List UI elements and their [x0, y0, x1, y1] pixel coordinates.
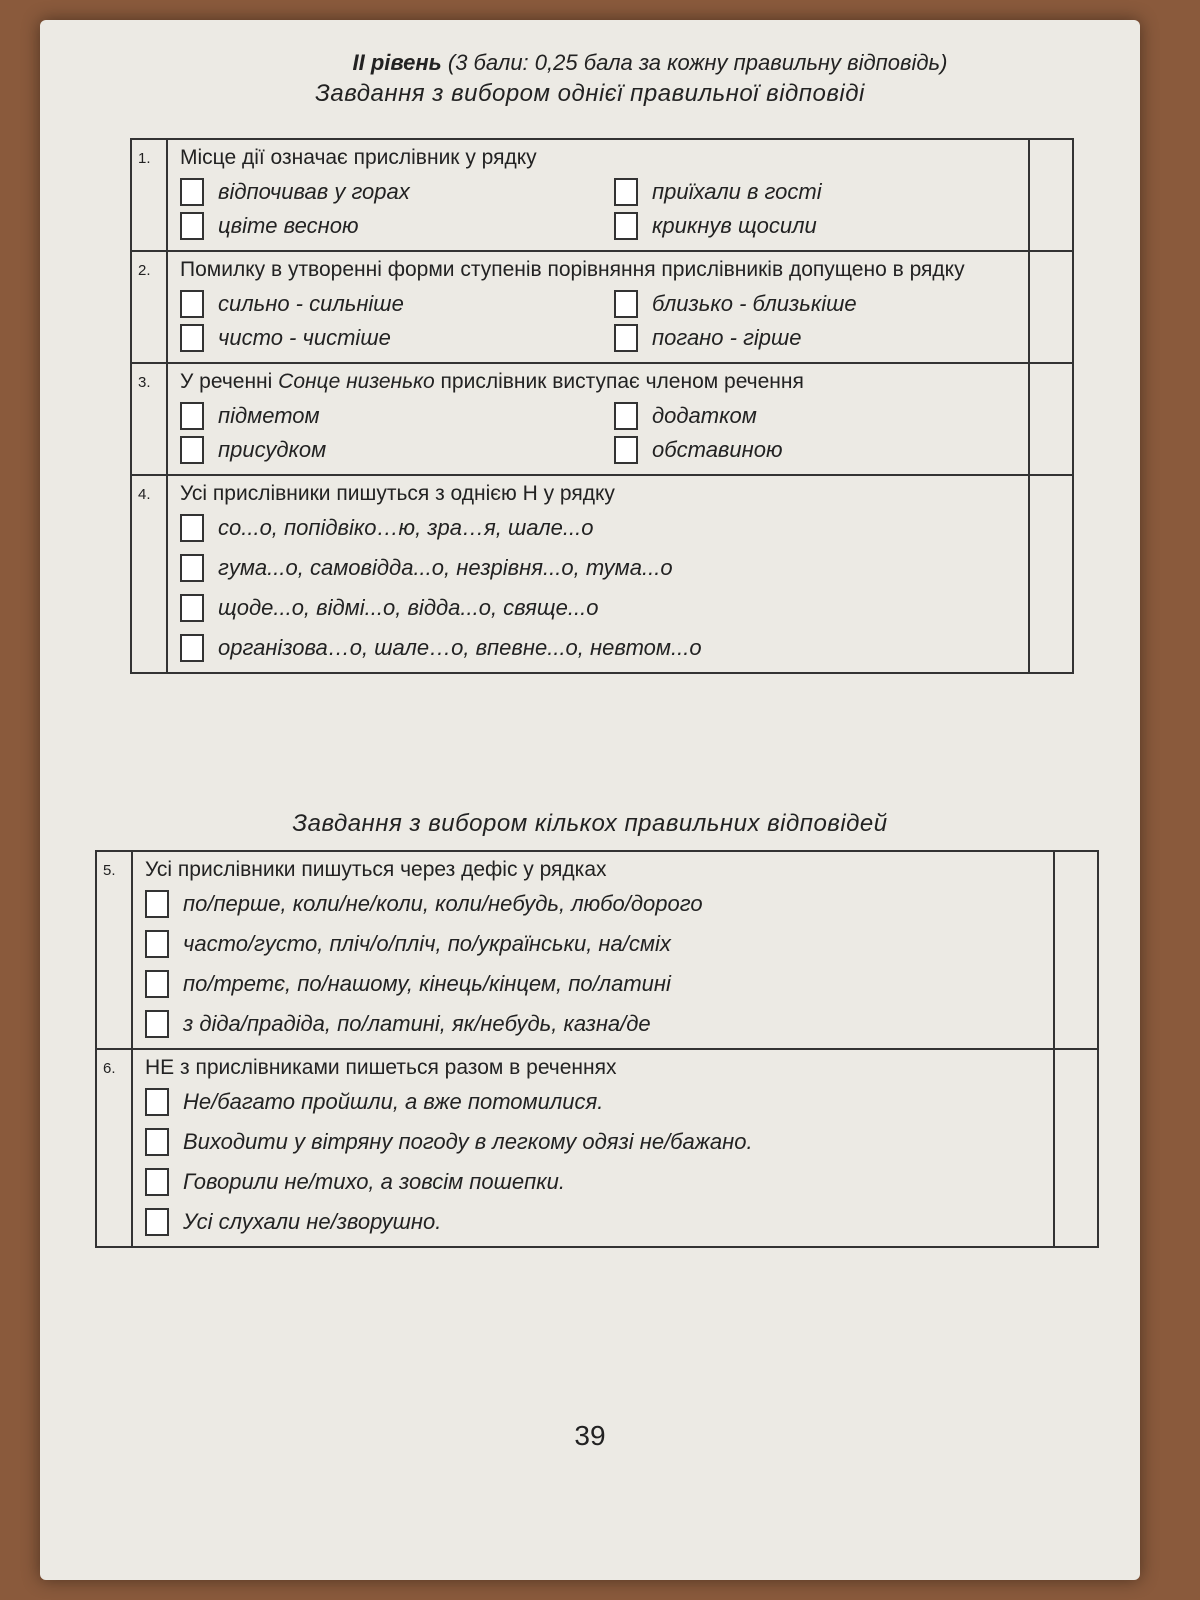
task-number: 3. — [132, 364, 168, 474]
checkbox[interactable] — [180, 594, 204, 622]
answer-option[interactable] — [180, 212, 584, 240]
option-text: по/перше, коли/не/коли, коли/небудь, любо/дорого — [183, 891, 703, 916]
answer-option[interactable] — [145, 890, 1043, 918]
prompt-example: Сонце низенько — [278, 370, 435, 393]
task-prompt: Місце дії означає прислівник у рядку — [180, 146, 537, 169]
checkbox[interactable] — [145, 1128, 169, 1156]
checkbox[interactable] — [145, 1088, 169, 1116]
option-text: присудком — [218, 437, 327, 462]
checkbox[interactable] — [614, 436, 638, 464]
task-number: 1. — [132, 140, 168, 250]
checkbox[interactable] — [145, 930, 169, 958]
option-text: приїхали в гості — [652, 179, 822, 204]
option-text: по/третє, по/нашому, кінець/кінцем, по/латині — [183, 971, 671, 996]
option-text: відпочивав у горах — [218, 179, 410, 204]
option-text: з діда/прадіда, по/латині, як/небудь, казна/де — [183, 1011, 651, 1036]
option-text: часто/густо, пліч/о/пліч, по/українськи, на/сміх — [183, 931, 671, 956]
answer-option[interactable] — [180, 554, 1018, 582]
checkbox[interactable] — [145, 1208, 169, 1236]
option-text: Усі слухали не/зворушно. — [183, 1209, 442, 1234]
task-number: 5. — [97, 852, 133, 1048]
answer-option[interactable] — [180, 436, 584, 464]
answer-option[interactable] — [145, 1168, 1043, 1196]
option-text: чисто - чистіше — [218, 325, 391, 350]
task-prompt: НЕ з прислівниками пишеться разом в реченнях — [145, 1056, 617, 1079]
section-title-multiple: Завдання з вибором кількох правильних відповідей — [292, 810, 888, 837]
answer-option[interactable] — [614, 402, 1018, 430]
prompt-part: У реченні — [180, 370, 279, 393]
answer-option[interactable] — [145, 1088, 1043, 1116]
answer-option[interactable] — [614, 290, 1018, 318]
option-text: со...о, попідвіко…ю, зра…я, шале...о — [218, 515, 594, 540]
task-number: 2. — [132, 252, 168, 362]
section-title-single: Завдання з вибором однієї правильної відповіді — [315, 80, 865, 107]
answer-option[interactable] — [614, 178, 1018, 206]
task-3 — [132, 362, 1072, 474]
option-text: організова…о, шале…о, впевне...о, невтом...о — [218, 635, 702, 660]
answer-option[interactable] — [145, 1128, 1043, 1156]
answer-option[interactable] — [180, 290, 584, 318]
answer-option[interactable] — [180, 514, 1018, 542]
task-number: 4. — [132, 476, 168, 672]
score-cell — [1053, 852, 1097, 1048]
level-title — [160, 50, 1140, 76]
task-2 — [132, 250, 1072, 362]
checkbox[interactable] — [145, 1168, 169, 1196]
option-text: цвіте весною — [218, 213, 359, 238]
checkbox[interactable] — [614, 290, 638, 318]
answer-option[interactable] — [614, 324, 1018, 352]
answer-option[interactable] — [180, 634, 1018, 662]
option-text: сильно - сильніше — [218, 291, 404, 316]
answer-option[interactable] — [145, 970, 1043, 998]
answer-option[interactable] — [180, 178, 584, 206]
page-number: 39 — [574, 1420, 606, 1451]
task-6 — [97, 1048, 1097, 1246]
task-4 — [132, 474, 1072, 672]
task-prompt — [180, 370, 1018, 394]
checkbox[interactable] — [180, 178, 204, 206]
option-text: обставиною — [652, 437, 783, 462]
answer-option[interactable] — [145, 1208, 1043, 1236]
option-text: Не/багато пройшли, а вже потомилися. — [183, 1089, 604, 1114]
option-text: близько - близькіше — [652, 291, 857, 316]
tasks-table-multiple — [95, 850, 1099, 1248]
option-text: додатком — [652, 403, 757, 428]
answer-option[interactable] — [614, 436, 1018, 464]
answer-option[interactable] — [180, 324, 584, 352]
checkbox[interactable] — [180, 436, 204, 464]
answer-option[interactable] — [145, 1010, 1043, 1038]
option-text: щоде...о, відмі...о, відда...о, свяще...о — [218, 595, 599, 620]
checkbox[interactable] — [614, 212, 638, 240]
checkbox[interactable] — [180, 290, 204, 318]
score-cell — [1028, 140, 1072, 250]
level-scoring: (3 бали: 0,25 бала за кожну правильну відповідь) — [447, 50, 948, 75]
score-cell — [1028, 252, 1072, 362]
task-1 — [132, 140, 1072, 250]
checkbox[interactable] — [180, 212, 204, 240]
checkbox[interactable] — [145, 890, 169, 918]
task-prompt: Усі прислівники пишуться з однією Н у рядку — [180, 482, 615, 505]
task-5 — [97, 852, 1097, 1048]
checkbox[interactable] — [180, 554, 204, 582]
checkbox[interactable] — [180, 402, 204, 430]
checkbox[interactable] — [614, 324, 638, 352]
checkbox[interactable] — [145, 1010, 169, 1038]
checkbox[interactable] — [145, 970, 169, 998]
tasks-table-single — [130, 138, 1074, 674]
level-label: II рівень — [352, 50, 442, 75]
option-text: підметом — [218, 403, 320, 428]
prompt-part: прислівник виступає членом речення — [434, 370, 804, 393]
task-number: 6. — [97, 1050, 133, 1246]
answer-option[interactable] — [180, 402, 584, 430]
option-text: Говорили не/тихо, а зовсім пошепки. — [183, 1169, 565, 1194]
score-cell — [1028, 476, 1072, 672]
checkbox[interactable] — [614, 178, 638, 206]
page-header — [40, 50, 1140, 108]
score-cell — [1053, 1050, 1097, 1246]
option-text: гума...о, самовідда...о, незрівня...о, тума...о — [218, 555, 673, 580]
workbook-page — [40, 20, 1140, 1580]
checkbox[interactable] — [180, 324, 204, 352]
option-text: крикнув щосили — [652, 213, 817, 238]
option-text: погано - гірше — [652, 325, 802, 350]
answer-option[interactable] — [614, 212, 1018, 240]
checkbox[interactable] — [180, 514, 204, 542]
task-prompt: Помилку в утворенні форми ступенів порівняння прислівників допущено в рядку — [180, 258, 965, 281]
score-cell — [1028, 364, 1072, 474]
option-text: Виходити у вітряну погоду в легкому одязі не/бажано. — [183, 1129, 753, 1154]
answer-option[interactable] — [180, 594, 1018, 622]
task-prompt: Усі прислівники пишуться через дефіс у рядках — [145, 858, 607, 881]
answer-option[interactable] — [145, 930, 1043, 958]
checkbox[interactable] — [614, 402, 638, 430]
checkbox[interactable] — [180, 634, 204, 662]
